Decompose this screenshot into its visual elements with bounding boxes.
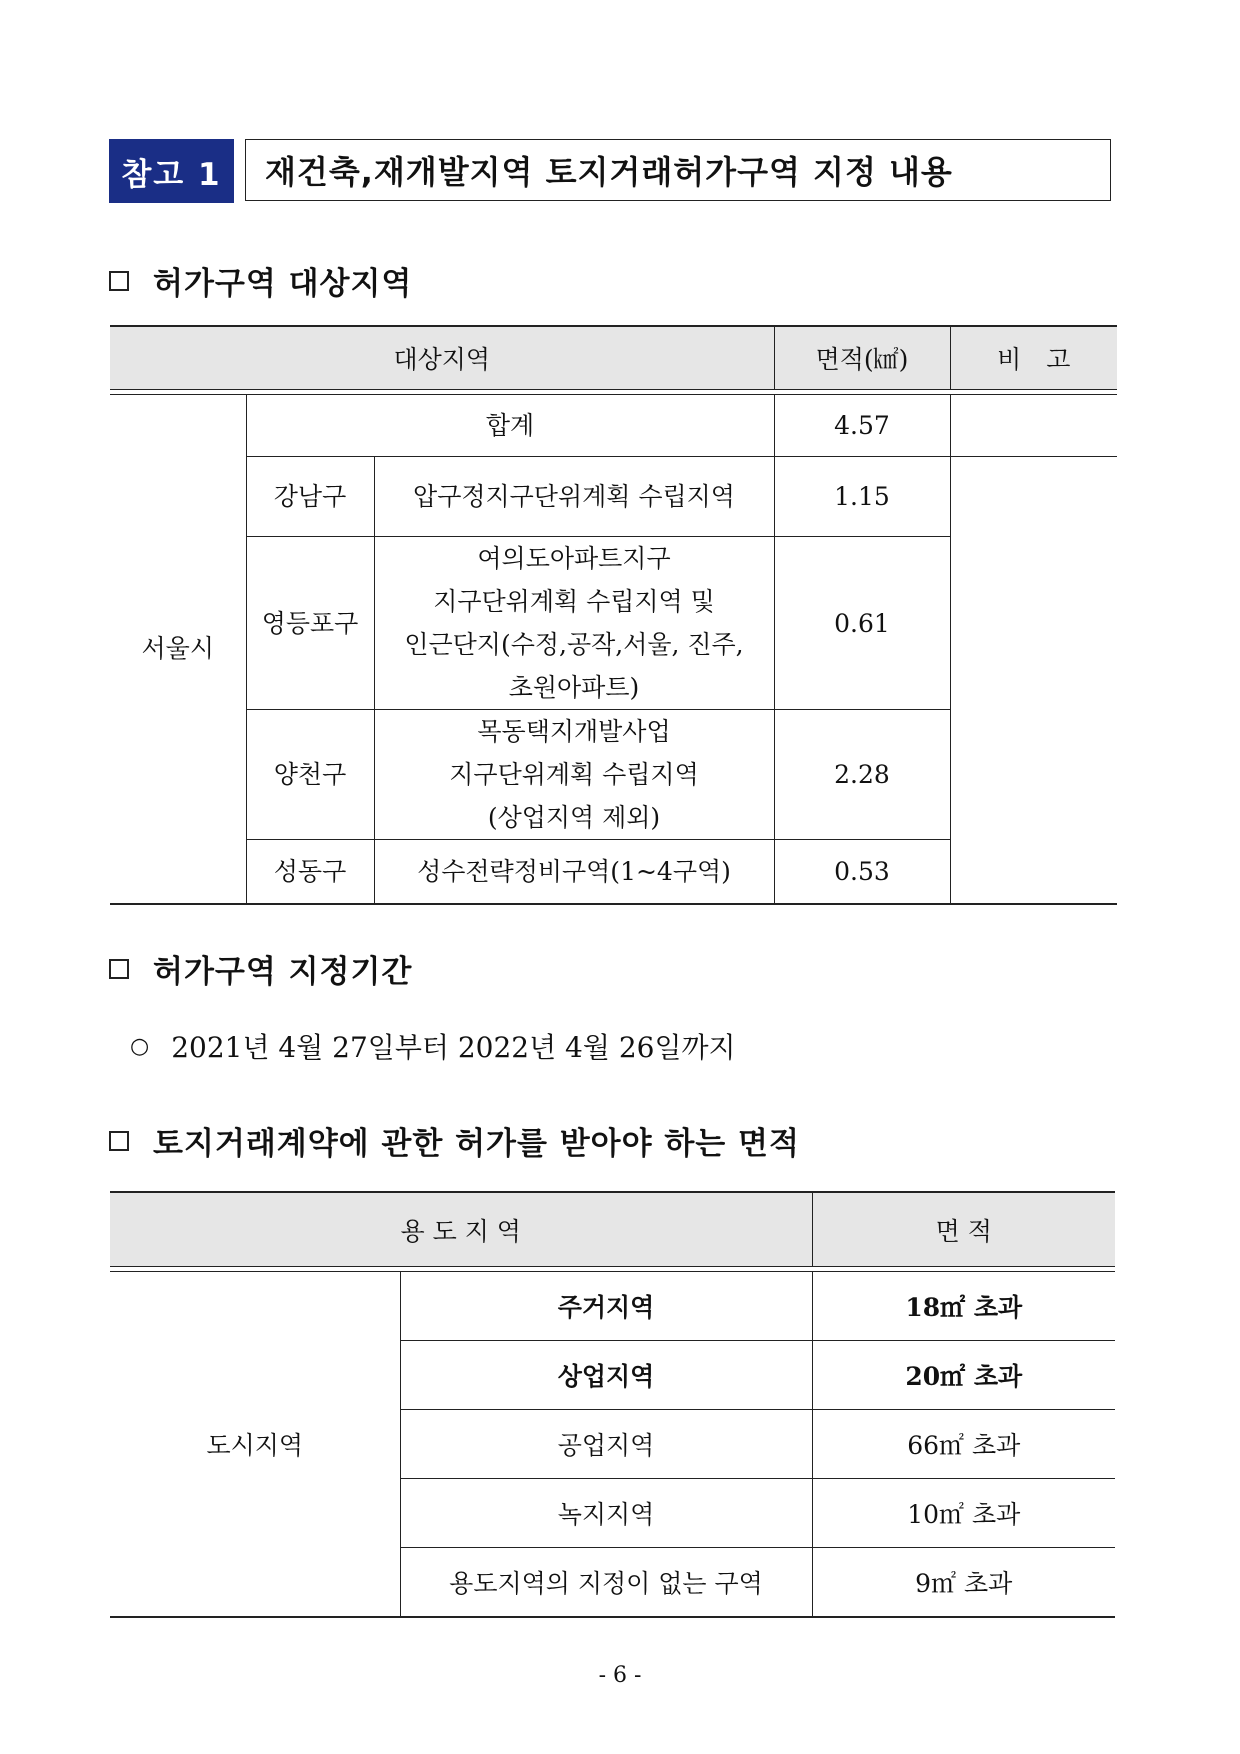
table-row-total — [110, 395, 1117, 457]
designation-period — [130, 1026, 736, 1066]
area-value-cell: 2.28 — [774, 710, 950, 840]
table-row — [110, 457, 1117, 537]
section-heading-permit-area — [109, 258, 412, 303]
total-note — [950, 395, 1117, 457]
size-cell: 66㎡ 초과 — [812, 1410, 1115, 1479]
size-cell: 20㎡ 초과 — [812, 1341, 1115, 1410]
checkbox-icon — [109, 271, 129, 291]
header-size: 면 적 — [812, 1192, 1115, 1267]
district-cell: 강남구 — [246, 457, 374, 537]
total-area: 4.57 — [774, 395, 950, 457]
period-text: 2021년 4월 27일부터 2022년 4월 26일까지 — [171, 1031, 736, 1064]
header-note: 비 고 — [950, 326, 1117, 390]
checkbox-icon — [109, 959, 129, 979]
checkbox-icon — [109, 1131, 129, 1151]
group-cell: 도시지역 — [110, 1272, 400, 1618]
area-name-cell: 압구정지구단위계획 수립지역 — [374, 457, 774, 537]
bullet-icon: ○ — [130, 1033, 150, 1059]
area-name-cell: 목동택지개발사업 지구단위계획 수립지역 (상업지역 제외) — [374, 710, 774, 840]
target-area-table — [110, 325, 1117, 905]
note-cell — [950, 457, 1117, 904]
area-value-cell: 0.53 — [774, 840, 950, 904]
size-cell: 10㎡ 초과 — [812, 1479, 1115, 1548]
area-name-cell: 여의도아파트지구 지구단위계획 수립지역 및 인근단지(수정,공작,서울, 진주, 초원아파트) — [374, 537, 774, 710]
zone-cell: 녹지지역 — [400, 1479, 812, 1548]
permit-size-table — [110, 1191, 1115, 1618]
page-number: - 6 - — [598, 1663, 642, 1688]
area-name-cell: 성수전략정비구역(1~4구역) — [374, 840, 774, 904]
section-heading-period — [109, 946, 412, 991]
section-heading-permit-size — [109, 1118, 800, 1163]
section-title: 허가구역 대상지역 — [153, 266, 413, 302]
zone-cell: 공업지역 — [400, 1410, 812, 1479]
document-title: 재건축,재개발지역 토지거래허가구역 지정 내용 — [245, 139, 1111, 201]
area-value-cell: 1.15 — [774, 457, 950, 537]
section-title: 토지거래계약에 관한 허가를 받아야 하는 면적 — [153, 1126, 800, 1162]
size-cell: 18㎡ 초과 — [812, 1272, 1115, 1341]
zone-cell: 용도지역의 지정이 없는 구역 — [400, 1548, 812, 1618]
header-area: 면적(㎢) — [774, 326, 950, 390]
zone-cell: 상업지역 — [400, 1341, 812, 1410]
district-cell: 영등포구 — [246, 537, 374, 710]
table-row — [110, 1272, 1115, 1341]
zone-cell: 주거지역 — [400, 1272, 812, 1341]
total-label: 합계 — [246, 395, 774, 457]
header-target-area: 대상지역 — [110, 326, 774, 390]
district-cell: 성동구 — [246, 840, 374, 904]
section-title: 허가구역 지정기간 — [153, 954, 413, 990]
area-value-cell: 0.61 — [774, 537, 950, 710]
size-cell: 9㎡ 초과 — [812, 1548, 1115, 1618]
header-zone: 용 도 지 역 — [110, 1192, 812, 1267]
district-cell: 양천구 — [246, 710, 374, 840]
reference-badge: 참고 1 — [109, 139, 234, 203]
city-cell: 서울시 — [110, 395, 246, 904]
